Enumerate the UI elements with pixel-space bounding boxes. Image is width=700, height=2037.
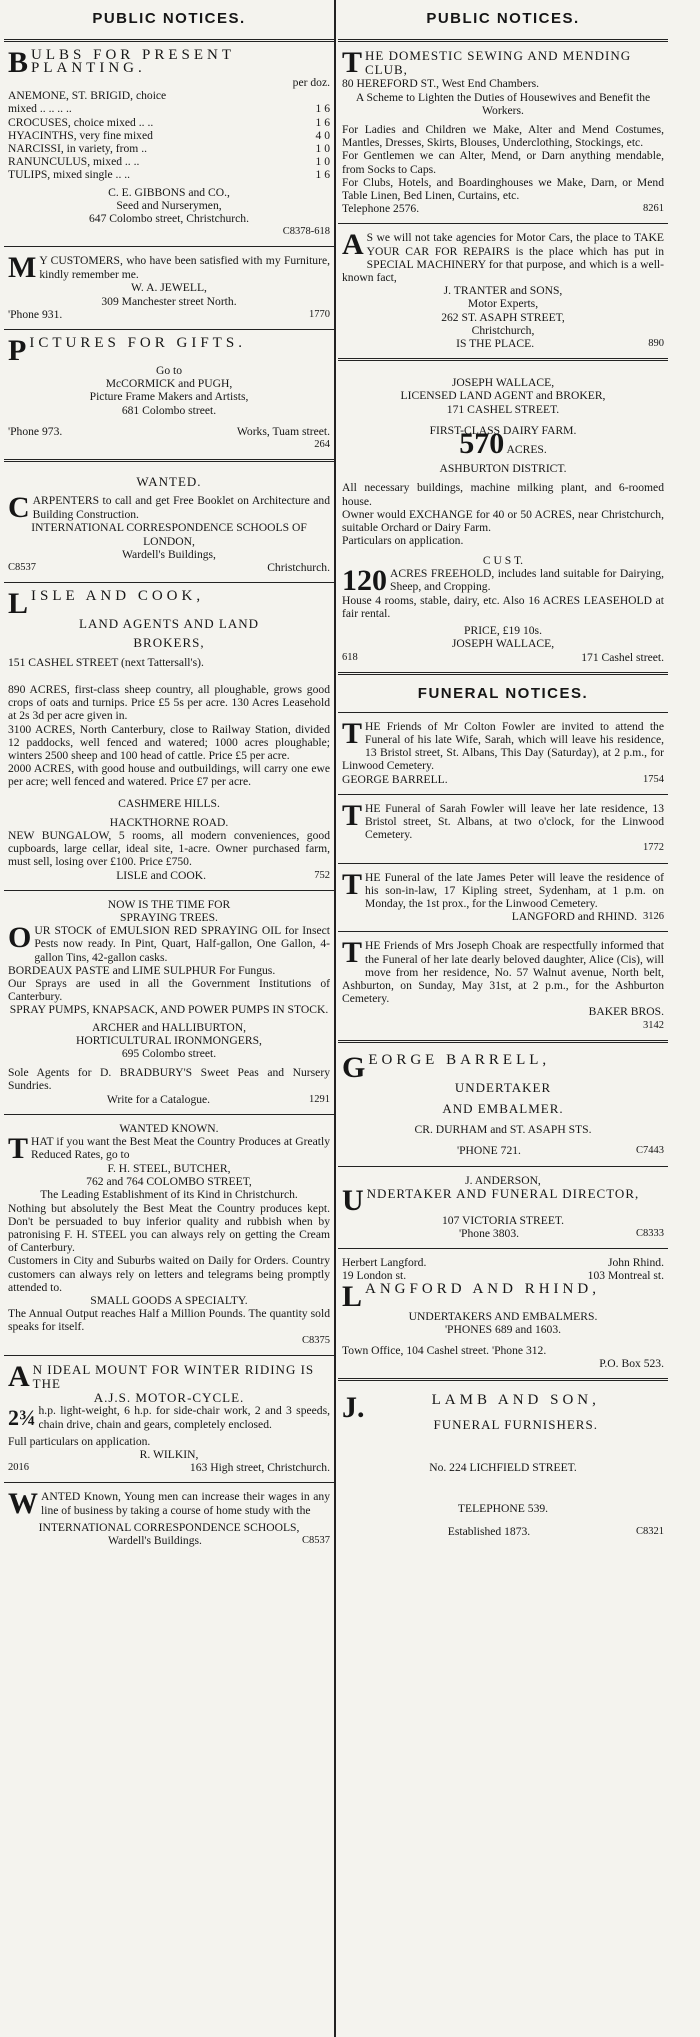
firm-address: 309 Manchester street North. [101, 294, 237, 308]
firm-desc: LICENSED LAND AGENT and BROKER, [400, 389, 606, 403]
ad-title: LAMB AND SON, [431, 1392, 600, 1409]
ad-ref: C7443 [635, 1145, 664, 1157]
ad-title: ICTURES FOR GIFTS. [29, 335, 246, 352]
ad-text: BORDEAUX PASTE and LIME SULPHUR For Fungus. [8, 963, 276, 977]
ad-text: ANTED Known, Young men can increase their wages in any line of business by taking a course of home study with the [41, 1490, 330, 1517]
divider [4, 329, 334, 330]
jewell-ad [4, 251, 334, 325]
org-name: INTERNATIONAL CORRESPONDENCE SCHOOLS OF LONDON, [31, 521, 307, 548]
bulb-price-row [8, 155, 330, 168]
listing: NEW BUNGALOW, 5 rooms, all modern conveniences, good cupboards, large cellar, ideal site, 1-acre. Owner purchased farm, must sell, losing over £100. Price £750. [8, 828, 330, 869]
partner-address: 19 London st. [342, 1269, 407, 1283]
listing: Owner would EXCHANGE for 40 or 50 ACRES, near Christchurch, suitable Orchard or Dairy Farm. [342, 507, 664, 535]
ad-text: IS THE PLACE. [456, 337, 535, 351]
ad-ref: 1754 [643, 773, 664, 785]
price: PRICE, £19 10s. [464, 624, 542, 638]
divider [338, 863, 668, 864]
divider [4, 246, 334, 247]
firm-desc: Seed and Nurserymen, [116, 198, 222, 212]
drop-cap: U [342, 1183, 364, 1217]
ad-text: Write for a Catalogue. [106, 1092, 211, 1106]
ad-ref: 2016 [8, 1462, 29, 1474]
ad-text: The Leading Establishment of its Kind in Christchurch. [40, 1188, 298, 1202]
partner-name: John Rhind. [607, 1256, 664, 1270]
tranter-ad [338, 228, 668, 354]
ad-subtitle: BROKERS, [133, 635, 205, 651]
ad-text: A Scheme to Lighten the Duties of Housewives and Benefit the Workers. [355, 90, 651, 117]
divider [338, 1166, 668, 1167]
funeral-section-header: FUNERAL NOTICES. [417, 684, 589, 702]
langford-rhind-ad [338, 1253, 668, 1374]
steel-ad [4, 1119, 334, 1351]
org-address: Wardell's Buildings. [108, 1534, 202, 1548]
funeral-notice [338, 936, 668, 1035]
divider [338, 672, 668, 675]
firm-address: 80 HEREFORD ST., West End Chambers. [342, 77, 540, 91]
anderson-ad [338, 1171, 668, 1245]
divider [338, 712, 668, 713]
ad-ref: C8321 [635, 1526, 664, 1538]
ad-ref: 8261 [643, 203, 664, 215]
ad-ref: C8537 [8, 562, 37, 574]
firm-address: CR. DURHAM and ST. ASAPH STS. [414, 1123, 592, 1137]
ad-text: Y CUSTOMERS, who have been satisfied with my Furniture, kindly remember me. [39, 254, 330, 281]
divider [338, 931, 668, 932]
ad-text: SPRAY PUMPS, KNAPSACK, AND POWER PUMPS IN STOCK. [9, 1003, 329, 1017]
drop-cap: L [8, 587, 29, 621]
divider [4, 1482, 334, 1483]
drop-cap: T [342, 798, 363, 832]
firm-name: ARCHER and HALLIBURTON, [92, 1020, 246, 1034]
divider [338, 794, 668, 795]
firm-address: 695 Colombo street. [121, 1046, 217, 1060]
established-year: Established 1873. [447, 1525, 531, 1539]
ad-text: For Clubs, Hotels, and Boardinghouses we Make, Darn, or Mend Table Linen, Bed Linen, Curtains, etc. [342, 175, 664, 203]
bulb-name: ANEMONE, ST. BRIGID, choice [8, 89, 167, 103]
firm-address: 681 Colombo street. [121, 403, 217, 417]
motorcycle-ad [4, 1360, 334, 1479]
bulb-name: TULIPS, mixed single .. .. [8, 168, 131, 182]
listing-heading: ASHBURTON DISTRICT. [439, 462, 567, 476]
divider [4, 39, 334, 42]
ad-ref: C8333 [635, 1228, 664, 1239]
drop-cap: T [8, 1131, 29, 1165]
listing: ACRES FREEHOLD, includes land suitable for Dairying, Sheep, and Cropping. [390, 566, 664, 593]
listing: Particulars on application. [342, 534, 464, 548]
drop-cap: T [342, 46, 363, 79]
funeral-notice [338, 799, 668, 859]
ad-text: Nothing but absolutely the Best Meat the Country produces kept. Don't be persuaded to buy inferior quality and rubbish when by patronising F. H. STEEL you can always rely on getting the Cream of Canterbury. [8, 1201, 330, 1255]
bulb-price-row [8, 142, 330, 155]
firm-desc: UNDERTAKER [454, 1079, 552, 1095]
firm-address: 647 Colombo street, Christchurch. [88, 212, 250, 226]
drop-cap: W [8, 1487, 38, 1521]
column-divider [334, 0, 336, 2037]
org-address: Wardell's Buildings, [122, 547, 216, 561]
funeral-notice [338, 717, 668, 790]
partner-address: 103 Montreal st. [587, 1269, 664, 1283]
ad-text: Full particulars on application. [8, 1434, 151, 1448]
firm-address: 762 and 764 COLOMBO STREET, [86, 1175, 252, 1189]
ad-title: ISLE AND COOK, [31, 588, 205, 605]
firm-name: J. ANDERSON, [465, 1173, 541, 1187]
drop-cap: C [8, 491, 30, 525]
lisle-cook-ad [4, 587, 334, 885]
phone: 'Phone 931. [8, 307, 63, 321]
firm-name: JOSEPH WALLACE, [451, 376, 555, 390]
bulb-price: 4 0 [315, 128, 330, 142]
ad-title: NOW IS THE TIME FOR [107, 897, 231, 911]
acreage: 120 [342, 563, 387, 597]
lamb-son-ad [338, 1385, 668, 1542]
firm-address: 107 VICTORIA STREET. [441, 1213, 565, 1227]
sewing-club-ad [338, 46, 668, 219]
drop-cap: T [342, 867, 363, 901]
firm-address: 262 ST. ASAPH STREET, [441, 310, 565, 324]
notice-signature: LANGFORD and RHIND. [511, 910, 637, 924]
bulb-name: NARCISSI, in variety, from .. [8, 142, 148, 156]
ad-text: SMALL GOODS A SPECIALTY. [90, 1294, 248, 1308]
firm-desc: Motor Experts, [467, 297, 539, 311]
divider [4, 890, 334, 891]
listing: House 4 rooms, stable, dairy, etc. Also 16 ACRES LEASEHOLD at fair rental. [342, 593, 664, 620]
firm-name: C. E. GIBBONS and CO., [108, 185, 230, 199]
ad-title: HE DOMESTIC SEWING AND MENDING CLUB, [365, 48, 632, 78]
ad-title: ULBS FOR PRESENT PLANTING. [31, 47, 235, 77]
phone: Telephone 2576. [342, 202, 420, 216]
drop-cap: M [8, 251, 37, 285]
city: Christchurch, [471, 323, 535, 337]
notice-text: HE Friends of Mrs Joseph Choak are respectfully informed that the Funeral of her late dearly beloved daughter, Alice (Cis), will move from her residence, No. 57 Walnut avenue, North belt, Ashburton, on Sunday, May 31st, at 2 p.m., for the Ashburton Cemetery. [342, 939, 664, 1006]
ad-text: ARPENTERS to call and get Free Booklet on Architecture and Building Construction. [32, 494, 330, 521]
price-unit: per doz. [292, 76, 330, 89]
right-column [338, 0, 668, 2037]
acreage-unit: ACRES. [506, 443, 547, 457]
firm-name: R. WILKIN, [139, 1448, 199, 1462]
ad-title: WANTED. [136, 474, 202, 490]
ad-ref: C8378-618 [282, 226, 330, 238]
ad-ref: C8375 [301, 1334, 330, 1346]
firm-address: 163 High street, Christchurch. [189, 1461, 330, 1475]
firm-address: 171 Cashel street. [581, 650, 664, 664]
phone: 'PHONE 721. [457, 1144, 521, 1158]
ad-title: N IDEAL MOUNT FOR WINTER RIDING IS THE [32, 1361, 315, 1392]
firm-desc: FUNERAL FURNISHERS. [433, 1416, 598, 1432]
divider [4, 1355, 334, 1356]
divider [338, 358, 668, 361]
ad-text: HAT if you want the Best Meat the Country Produces at Greatly Reduced Rates, go to [31, 1134, 330, 1162]
wallace-ad [338, 365, 668, 667]
org-name: INTERNATIONAL CORRESPONDENCE SCHOOLS, [38, 1520, 300, 1534]
listing-heading: CASHMERE HILLS. [118, 796, 220, 810]
pictures-ad [4, 334, 334, 455]
bulb-price-row [8, 102, 330, 115]
ad-ref: 3126 [643, 911, 664, 923]
firm-name: JOSEPH WALLACE, [451, 637, 555, 651]
ad-ref: 1770 [309, 308, 330, 320]
drop-cap: O [8, 921, 32, 955]
notice-signature: BAKER BROS. [588, 1005, 664, 1019]
ad-text: h.p. light-weight, 6 h.p. for side-chair work, 2 and 3 speeds, chain drive, chain and gears, completely enclosed. [38, 1404, 330, 1431]
firm-name: J. TRANTER and SONS, [443, 284, 563, 298]
notice-text: HE Friends of Mr Colton Fowler are invited to attend the Funeral of his late Wife, Sarah, which will leave his residence, 13 Bristol street, St. Albans, This Day (Saturday), at 2 p.m., for Linwood Cemetery. [342, 719, 664, 773]
divider [338, 1248, 668, 1249]
drop-cap: J. [342, 1391, 365, 1425]
divider [338, 1040, 668, 1043]
firm-desc: HORTICULTURAL IRONMONGERS, [76, 1033, 262, 1047]
firm-desc: UNDERTAKERS AND EMBALMERS. [408, 1309, 598, 1323]
bulb-name: HYACINTHS, very fine mixed [8, 128, 153, 142]
drop-cap: A [8, 1359, 30, 1393]
ad-ref: 1291 [309, 1093, 330, 1105]
phone: TELEPHONE 539. [457, 1502, 549, 1516]
phone: 'Phone 973. [8, 424, 63, 438]
office-address: Town Office, 104 Cashel street. 'Phone 312. [342, 1344, 547, 1358]
ad-ref: 618 [342, 651, 358, 663]
ics-ad [4, 1487, 334, 1551]
phone: 'PHONES 689 and 1603. [444, 1322, 562, 1336]
firm-name: W. A. JEWELL, [131, 281, 207, 295]
spraying-ad [4, 895, 334, 1110]
bulb-price [290, 89, 330, 102]
bulb-name: RANUNCULUS, mixed .. .. [8, 155, 140, 169]
divider [338, 223, 668, 224]
ad-text: Customers in City and Suburbs waited on Daily for Orders. Country customers can always rely on letters and telegrams being promptly attended to. [8, 1254, 330, 1294]
firm-address: 171 CASHEL STREET. [446, 402, 560, 416]
right-section-header: PUBLIC NOTICES. [426, 10, 580, 27]
drop-cap: A [342, 228, 364, 262]
listing-heading: HACKTHORNE ROAD. [109, 815, 229, 829]
drop-cap: G [342, 1050, 366, 1084]
ad-subtitle: LAND AGENTS AND LAND [79, 616, 259, 632]
bulb-price: 1 6 [315, 168, 330, 182]
notice-signature: GEORGE BARRELL. [342, 772, 448, 786]
listing-heading: FIRST-CLASS DAIRY FARM. [429, 423, 577, 437]
ad-text: Our Sprays are used in all the Government Institutions of Canterbury. [8, 976, 330, 1004]
divider [4, 582, 334, 583]
ad-text: The Annual Output reaches Half a Million Pounds. The quantity sold speaks for itself. [8, 1307, 330, 1334]
acreage: 570 [459, 427, 505, 461]
bulb-price: 1 6 [315, 102, 330, 116]
bulb-price: 1 0 [315, 155, 330, 169]
notice-text: HE Funeral of Sarah Fowler will leave her late residence, 13 Bristol street, St. Albans, at two o'clock, for the Linwood Cemetery. [365, 801, 664, 842]
ad-title: SPRAYING TREES. [120, 910, 218, 924]
ad-title: EORGE BARRELL, [368, 1051, 551, 1068]
ad-ref: 890 [648, 338, 664, 350]
ad-text: UR STOCK of EMULSION RED SPRAYING OIL for Insect Pests now ready. In Pint, Quart, Half-gallon, One Gallon, 4-gallon Tins, 42-gallon casks. [34, 924, 330, 964]
divider [4, 1114, 334, 1115]
ad-text: Sole Agents for D. BRADBURY'S Sweet Peas and Nursery Sundries. [8, 1066, 330, 1093]
bulb-name: mixed .. .. .. .. [8, 102, 72, 116]
drop-cap: P [8, 334, 27, 368]
divider [4, 459, 334, 462]
ad-ref: C8537 [301, 1535, 330, 1547]
firm-name: McCORMICK and PUGH, [105, 377, 233, 391]
barrell-ad [338, 1047, 668, 1162]
listing: 2000 ACRES, with good house and outbuildings, will carry one ewe per acre; well fenced and watered. Price £7 per acre. [8, 762, 330, 789]
notice-text: HE Funeral of the late James Peter will leave the residence of his son-in-law, 17 Kipling street, Sydenham, at 1 p.m. on Monday, the 1st prox., for the Linwood Cemetery. [365, 870, 664, 910]
listing: 890 ACRES, first-class sheep country, all ploughable, grows good crops of oats and turnips. Price £5 5s per acre. 130 Acres Leasehold at 2s 3d per acre given in. [8, 682, 330, 723]
ad-title: NDERTAKER AND FUNERAL DIRECTOR, [366, 1185, 640, 1201]
ad-ref: 752 [314, 869, 330, 881]
funeral-notice [338, 868, 668, 928]
bulb-price: 1 0 [315, 142, 330, 156]
bulb-price-row [8, 168, 330, 181]
drop-cap: T [342, 936, 363, 970]
bulb-price-row [8, 116, 330, 129]
bulb-price-row [8, 129, 330, 142]
ad-ref: 264 [314, 439, 330, 451]
partner-name: Herbert Langford. [342, 1256, 427, 1270]
bulbs-ad [4, 46, 334, 242]
left-section-header: PUBLIC NOTICES. [92, 10, 246, 27]
phone: 'Phone 3803. [458, 1227, 520, 1240]
ad-text: S we will not take agencies for Motor Cars, the place to TAKE YOUR CAR FOR REPAIRS is the place which has put in SPECIAL MACHINERY for that purpose, and which is a well-known fact, [342, 231, 664, 285]
wanted-ad [4, 466, 334, 578]
firm-address: No. 224 LICHFIELD STREET. [429, 1460, 577, 1474]
bulb-name: CROCUSES, choice mixed .. .. [8, 115, 154, 129]
listing-heading: C U S T. [482, 553, 524, 567]
left-column [4, 0, 334, 2037]
firm-address: 151 CASHEL STREET (next Tattersall's). [8, 655, 204, 669]
ad-text: For Gentlemen we can Alter, Mend, or Darn anything mendable, from Socks to Caps. [342, 149, 664, 176]
divider [338, 39, 668, 42]
bulb-price-list [8, 89, 330, 181]
bulb-price-row [8, 89, 330, 102]
works-address: Works, Tuam street. [236, 424, 330, 438]
listing: 3100 ACRES, North Canterbury, close to Railway Station, divided 12 paddocks, well fenced and watered; 1000 acres ploughable; winters 2500 sheep and 100 head of cattle. Price £5 per acre. [8, 722, 330, 762]
listing: All necessary buildings, machine milking plant, and 6-roomed house. [342, 481, 664, 508]
ad-title: WANTED KNOWN. [119, 1121, 219, 1135]
firm-name: F. H. STEEL, BUTCHER, [107, 1161, 231, 1175]
drop-cap: L [342, 1279, 363, 1313]
firm-desc: Picture Frame Makers and Artists, [89, 390, 249, 404]
ad-ref: 3142 [643, 1019, 664, 1031]
city: Christchurch. [267, 561, 330, 575]
ad-title: ANGFORD AND RHIND, [365, 1280, 600, 1297]
drop-cap: B [8, 46, 29, 79]
ad-text: Go to [155, 364, 183, 378]
firm-desc: AND EMBALMER. [442, 1100, 564, 1116]
bulb-price: 1 6 [315, 115, 330, 129]
product-name: A.J.S. MOTOR-CYCLE. [93, 1390, 245, 1406]
ad-text: For Ladies and Children we Make, Alter and Mend Costumes, Mantles, Dresses, Skirts, Blouses, Underclothing, Stockings, etc. [342, 123, 664, 150]
firm-name: LISLE and COOK. [116, 868, 207, 882]
ad-ref: 1772 [643, 842, 664, 854]
drop-cap: T [342, 716, 363, 750]
po-box: P.O. Box 523. [599, 1357, 664, 1371]
divider [338, 1378, 668, 1381]
drop-cap: 2¾ [8, 1405, 36, 1431]
